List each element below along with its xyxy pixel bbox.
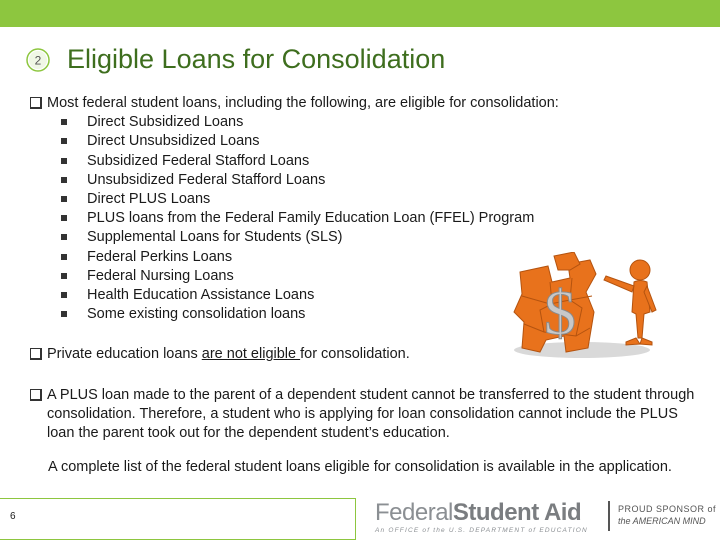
fsa-logo-wordmark: FederalStudent Aid (375, 499, 582, 526)
checkbox-bullet-icon (30, 97, 42, 109)
square-bullet-icon (61, 292, 67, 298)
private-suffix-text: for consolidation. (300, 346, 410, 363)
step-number-badge-icon (26, 48, 50, 72)
checkbox-bullet-icon (30, 389, 42, 401)
fsa-logo-tagline: An OFFICE of the U.S. DEPARTMENT of EDUCATION (375, 527, 588, 534)
square-bullet-icon (61, 196, 67, 202)
svg-text:$: $ (544, 277, 576, 348)
page-title: Eligible Loans for Consolidation (67, 44, 446, 74)
list-item: Subsidized Federal Stafford Loans (87, 152, 700, 171)
list-item: Unsubsidized Federal Stafford Loans (87, 171, 700, 190)
list-item: Direct PLUS Loans (87, 190, 700, 209)
list-item: Federal Nursing Loans (87, 267, 700, 286)
square-bullet-icon (61, 215, 67, 221)
list-item: Some existing consolidation loans (87, 305, 700, 324)
list-item: Supplemental Loans for Students (SLS) (87, 228, 700, 247)
list-item: PLUS loans from the Federal Family Education Loan (FFEL) Program (87, 209, 700, 228)
plus-loan-item (30, 386, 700, 444)
list-item: Direct Subsidized Loans (87, 113, 700, 132)
list-item: Direct Unsubsidized Loans (87, 132, 700, 151)
square-bullet-icon (61, 158, 67, 164)
page-number-box (0, 498, 356, 540)
square-bullet-icon (61, 234, 67, 240)
square-bullet-icon (61, 119, 67, 125)
plus-loan-text: A PLUS loan made to the parent of a dependent student cannot be transferred to the student through consolidation. Therefore, a student who is applying for loan consolidation cannot include the PLUS loan the parent took out for the dependent student’s education. (47, 386, 695, 442)
checkbox-bullet-icon (30, 348, 42, 360)
eligible-loans-item (30, 94, 700, 113)
application-callout: A complete list of the federal student loans eligible for consolidation is available in the application. (48, 459, 672, 475)
square-bullet-icon (61, 138, 67, 144)
federal-student-aid-logo (372, 498, 717, 538)
list-item: Federal Perkins Loans (87, 248, 700, 267)
not-eligible-emphasis: are not eligible (201, 346, 301, 363)
figure-assembling-dollar-puzzle (510, 252, 690, 362)
page-number: 6 (10, 511, 16, 522)
square-bullet-icon (61, 177, 67, 183)
square-bullet-icon (61, 254, 67, 260)
sponsor-line-1: PROUD SPONSOR of (618, 504, 717, 514)
step-number: 2 (34, 53, 42, 68)
logo-divider (608, 501, 610, 531)
eligible-intro-text: Most federal student loans, including the following, are eligible for consolidation: (47, 95, 559, 111)
top-accent-bar (0, 0, 720, 27)
private-prefix-text: Private education loans (47, 346, 202, 363)
sponsor-line-2: the AMERICAN MIND (618, 516, 706, 526)
square-bullet-icon (61, 311, 67, 317)
square-bullet-icon (61, 273, 67, 279)
list-item: Health Education Assistance Loans (87, 286, 700, 305)
